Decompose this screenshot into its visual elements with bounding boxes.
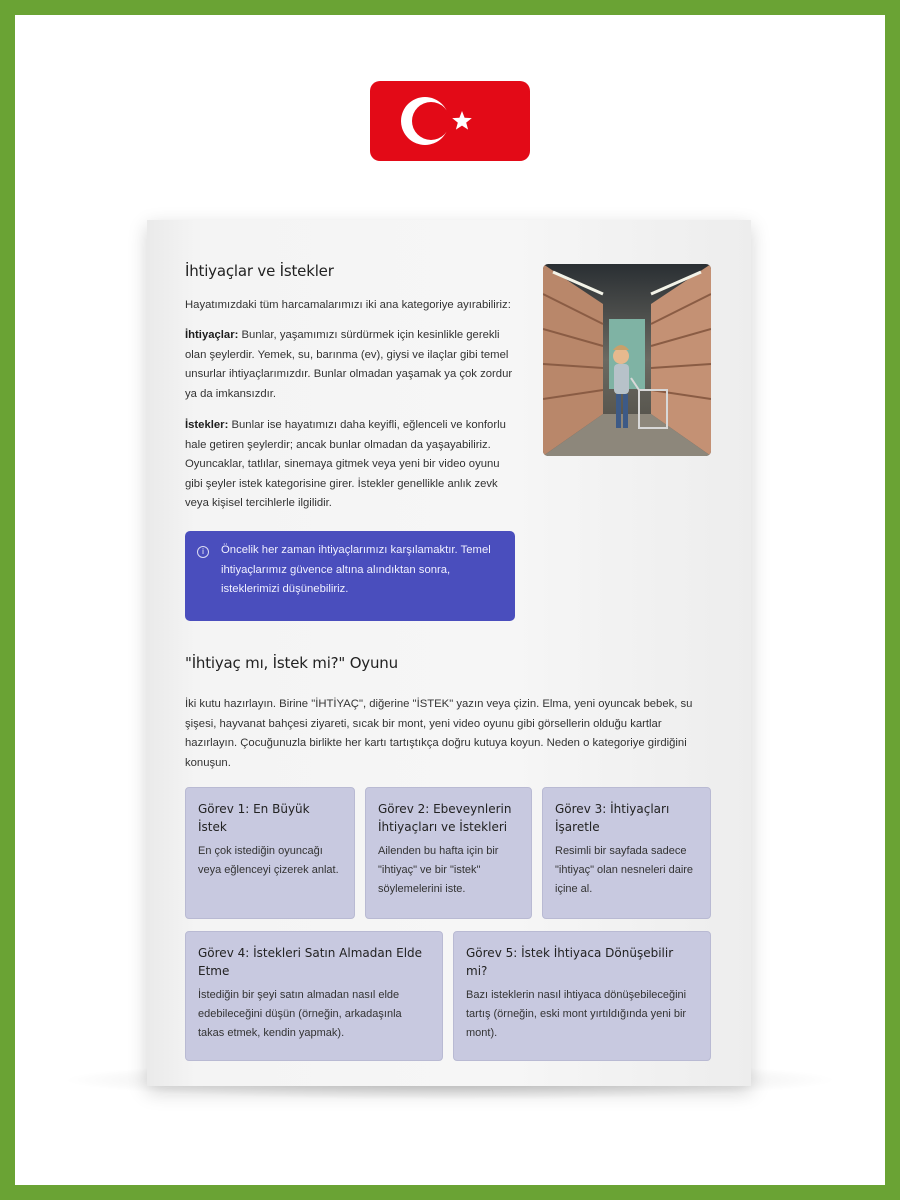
wants-label: İstekler: (185, 419, 229, 431)
turkey-flag-icon (370, 81, 530, 161)
task-card-2 (365, 787, 532, 919)
task-body: En çok istediğin oyuncağı veya eğlenceyi çizerek anlat. (198, 845, 339, 876)
task-title: Görev 2: Ebeveynlerin İhtiyaçları ve İstekleri (378, 802, 512, 834)
priority-note (185, 531, 515, 621)
wants-paragraph (185, 416, 520, 514)
task-title: Görev 5: İstek İhtiyaca Dönüşebilir mi? (466, 946, 674, 978)
task-body: Bazı isteklerin nasıl ihtiyaca dönüşebileceğini tartış (örneğin, eski mont yırtıldığında yeni bir mont). (466, 989, 687, 1039)
needs-label: İhtiyaçlar: (185, 329, 239, 341)
task-title: Görev 1: En Büyük İstek (198, 802, 310, 834)
task-title: Görev 3: İhtiyaçları İşaretle (555, 802, 670, 834)
task-body: Ailenden bu hafta için bir "ihtiyaç" ve bir "istek" söylemelerini iste. (378, 845, 499, 895)
document-sheet (147, 220, 751, 1086)
needs-paragraph (185, 326, 520, 404)
supermarket-child-photo (543, 264, 711, 456)
task-card-5 (453, 931, 711, 1061)
task-card-4 (185, 931, 443, 1061)
intro-text: Hayatımızdaki tüm harcamalarımızı iki ana kategoriye ayırabiliriz: (185, 299, 511, 311)
section-title-needs-wants: İhtiyaçlar ve İstekler (185, 262, 334, 280)
info-icon: i (197, 546, 209, 558)
wants-text: Bunlar ise hayatımızı daha keyifli, eğlenceli ve konforlu hale getiren şeylerdir; ancak bunlar olmadan da yaşayabiliriz. Oyuncaklar, tatlılar, sinemaya gitmek veya yeni bir video oyunu gibi şeyler istek kategorisine girer. İstekler genellikle anlık zevk veya kişisel tercihlerle ilgilidir. (185, 419, 506, 509)
task-body: İstediğin bir şeyi satın almadan nasıl elde edebileceğini düşün (örneğin, arkadaşınla takas etmek, kendin yapmak). (198, 989, 402, 1039)
needs-text: Bunlar, yaşamımızı sürdürmek için kesinlikle gerekli olan şeylerdir. Yemek, su, barınma (ev), giysi ve ilaçlar gibi temel unsurlar ihtiyaçlarımızdır. Bunlar olmadan yaşamak ya çok zordur ya da imkansızdır. (185, 329, 513, 400)
task-title: Görev 4: İstekleri Satın Almadan Elde Etme (198, 946, 423, 978)
game-text: İki kutu hazırlayın. Birine "İHTİYAÇ", diğerine "İSTEK" yazın veya çizin. Elma, yeni oyuncak bebek, su şişesi, hayvanat bahçesi ziyareti, sıcak bir mont, yeni video oyunu gibi görsellerin olduğu kartlar hazırlayın. Çocuğunuzla birlikte her kartı tartıştıkça doğru kutuya koyun. Neden o kategoriye girdiğini konuşun. (185, 698, 693, 769)
task-body: Resimli bir sayfada sadece "ihtiyaç" olan nesneleri daire içine al. (555, 845, 694, 895)
task-card-1 (185, 787, 355, 919)
section-title-game: "İhtiyaç mı, İstek mi?" Oyunu (185, 654, 398, 672)
note-text: Öncelik her zaman ihtiyaçlarımızı karşılamaktır. Temel ihtiyaçlarımız güvence altına alındıktan sonra, isteklerimizi düşünebiliriz. (221, 544, 491, 595)
task-card-3 (542, 787, 711, 919)
